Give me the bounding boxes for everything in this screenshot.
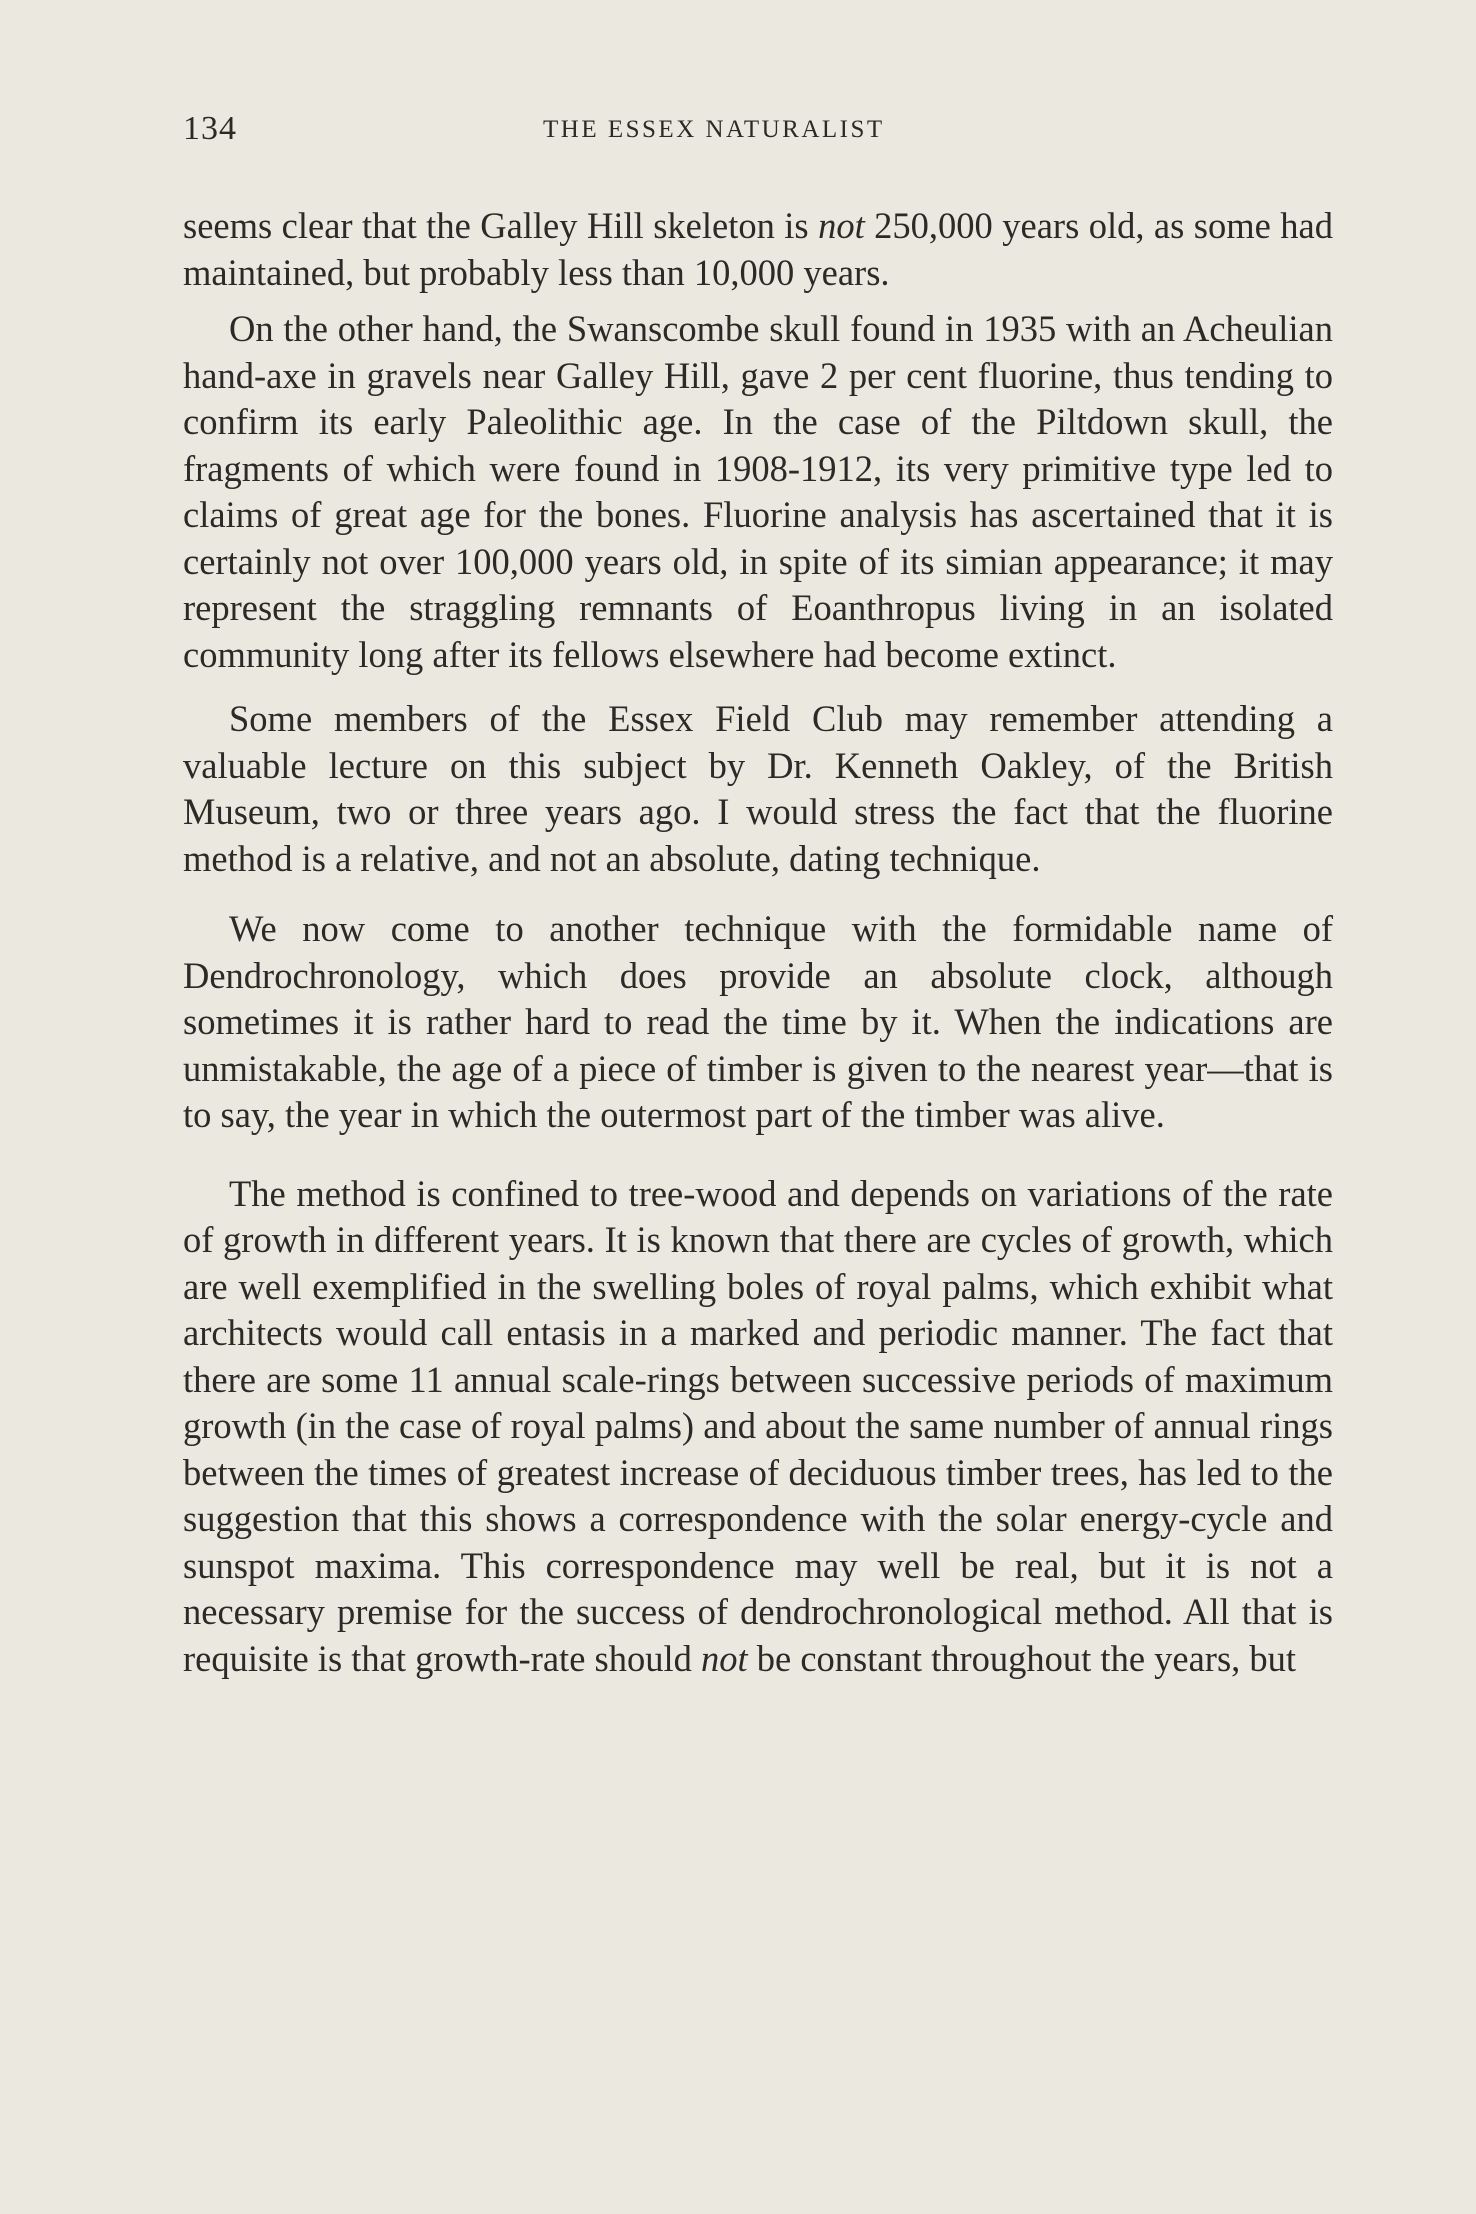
- paragraph-method: [183, 1171, 1333, 1683]
- running-head: THE ESSEX NATURALIST: [543, 116, 885, 143]
- text-run: 250,000 years old, as some had maintained, but probably less than 10,000 years.: [183, 205, 1333, 293]
- paragraph-galley-hill: [183, 203, 1333, 296]
- text-run: The method is confined to tree-wood and depends on variations of the rate of growth in different years. It is known that there are cycles of growth, which are well exemplified in the swelling boles of royal palms, which exhibit what architects would call entasis in a marked and periodic manner. The fact that there are some 11 annual scale-rings between successive periods of maximum growth (in the case of royal palms) and about the same number of annual rings between the times of greatest increase of deciduous timber trees, has led to the suggestion that this shows a correspondence with the solar energy-cycle and sunspot maxima. This correspondence may well be real, but it is not a necessary premise for the success of dendrochronological method. All that is requisite is that growth-rate should: [183, 1172, 1333, 1679]
- body-text: [183, 203, 1333, 1682]
- page-header: [183, 110, 1333, 160]
- page-number: 134: [183, 110, 237, 147]
- emphasis-not: not: [701, 1637, 748, 1679]
- paragraph-swanscombe-piltdown: On the other hand, the Swanscombe skull found in 1935 with an Acheulian hand-axe in gravels near Galley Hill, gave 2 per cent fluorine, thus tending to confirm its early Paleolithic age. In the case of the Piltdown skull, the fragments of which were found in 1908-1912, its very primitive type led to claims of great age for the bones. Fluorine analysis has ascertained that it is certainly not over 100,000 years old, in spite of its simian appearance; it may represent the straggling remnants of Eoanthropus living in an isolated community long after its fellows elsewhere had become extinct.: [183, 308, 1333, 675]
- text-run: be constant throughout the years, but: [747, 1637, 1297, 1679]
- paragraph-essex-field-club: Some members of the Essex Field Club may remember attending a valuable lecture on this subject by Dr. Kenneth Oakley, of the British Museum, two or three years ago. I would stress the fact that the fluorine method is a relative, and not an absolute, dating technique.: [183, 698, 1333, 879]
- paragraph-dendrochronology: We now come to another technique with the formidable name of Dendrochronology, which does provide an absolute clock, although sometimes it is rather hard to read the time by it. When the indications are unmistakable, the age of a piece of timber is given to the nearest year—that is to say, the year in which the outermost part of the timber was alive.: [183, 908, 1333, 1135]
- emphasis-not: not: [818, 205, 865, 246]
- text-run: seems clear that the Galley Hill skeleton is: [183, 205, 819, 246]
